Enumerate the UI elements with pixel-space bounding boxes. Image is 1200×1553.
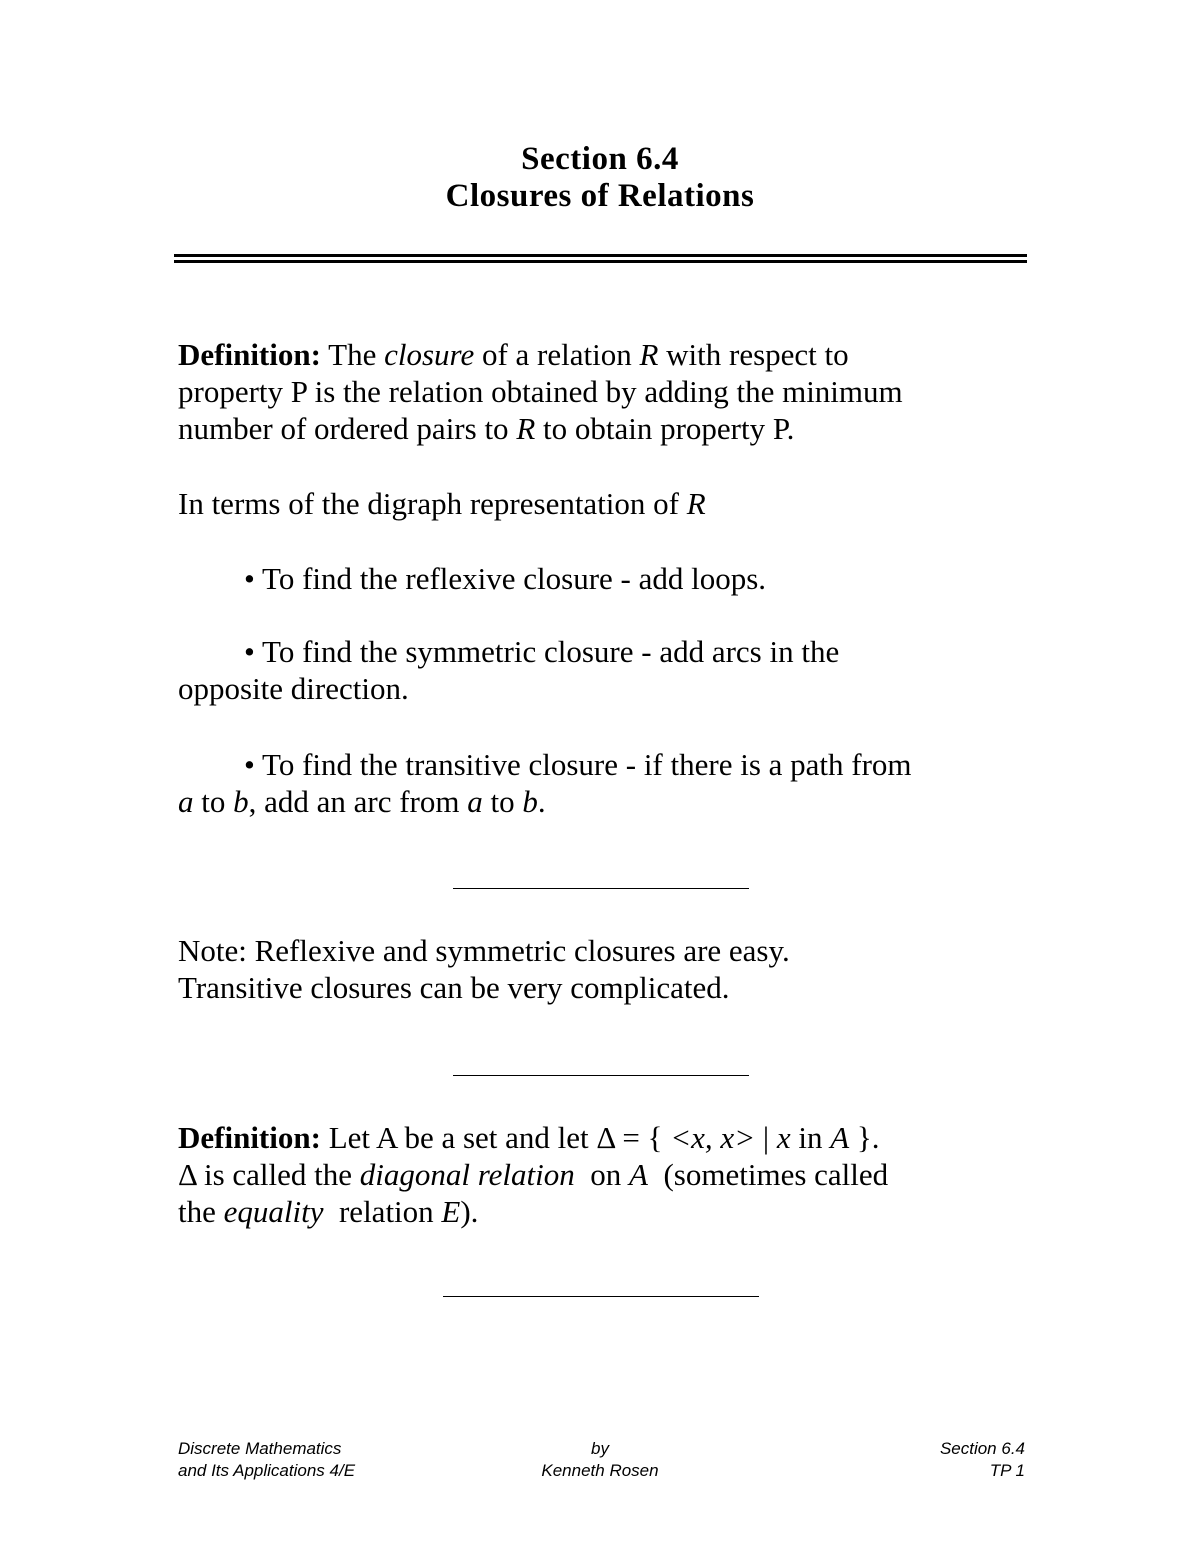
text-run: , add an arc from bbox=[248, 784, 460, 819]
definition-closure-line1 bbox=[178, 336, 1058, 373]
footer-book-title: Discrete Mathematics bbox=[178, 1439, 342, 1458]
bullet-symmetric bbox=[178, 633, 1058, 707]
term-closure: closure bbox=[384, 337, 475, 372]
var-e: E bbox=[441, 1194, 461, 1229]
text-run: }. bbox=[856, 1120, 880, 1155]
note bbox=[178, 932, 1058, 1006]
text-run: on bbox=[590, 1157, 622, 1192]
var-r: R bbox=[639, 337, 659, 372]
var-b: b bbox=[233, 784, 249, 819]
bullet-symmetric-line1: • To find the symmetric closure - add arcs in the bbox=[244, 634, 840, 669]
var-a: A bbox=[830, 1120, 850, 1155]
definition-label: Definition: bbox=[178, 337, 321, 372]
var-r: R bbox=[686, 486, 706, 521]
text-run: In terms of the digraph representation of bbox=[178, 486, 679, 521]
var-b: b bbox=[522, 784, 538, 819]
text-run: in bbox=[798, 1120, 823, 1155]
definition-closure-line2: property P is the relation obtained by adding the minimum bbox=[178, 374, 903, 409]
footer-book bbox=[178, 1438, 355, 1482]
term-equality: equality bbox=[223, 1194, 324, 1229]
text-run: with respect to bbox=[666, 337, 849, 372]
definition-diagonal-line1 bbox=[178, 1119, 1058, 1156]
text-run: ). bbox=[460, 1194, 479, 1229]
var-a: a bbox=[178, 784, 194, 819]
bullet-transitive-line2 bbox=[178, 783, 1058, 820]
definition-diagonal-line3 bbox=[178, 1193, 1058, 1230]
separator-line bbox=[453, 888, 749, 889]
separator-line bbox=[443, 1296, 759, 1297]
definition-label: Definition: bbox=[178, 1120, 321, 1155]
text-run: Let A be a set and let Δ = { bbox=[328, 1120, 663, 1155]
page-subtitle: Closures of Relations bbox=[445, 178, 755, 214]
note-line2: Transitive closures can be very complicated. bbox=[178, 970, 730, 1005]
title-double-rule bbox=[174, 254, 1027, 263]
text-run: The bbox=[328, 337, 377, 372]
var-r: R bbox=[516, 411, 536, 446]
footer-page-id: TP 1 bbox=[989, 1461, 1025, 1480]
definition-diagonal bbox=[178, 1119, 1058, 1230]
text-run: number of ordered pairs to bbox=[178, 411, 509, 446]
definition-closure bbox=[178, 336, 1058, 447]
bullet-symmetric-line2: opposite direction. bbox=[178, 671, 409, 706]
definition-closure-line3 bbox=[178, 410, 1058, 447]
text-run: relation bbox=[338, 1194, 434, 1229]
footer-by: by bbox=[591, 1439, 609, 1458]
var-a: a bbox=[467, 784, 483, 819]
footer-author-name: Kenneth Rosen bbox=[541, 1461, 659, 1480]
var-x: x bbox=[776, 1120, 791, 1155]
definition-diagonal-line2 bbox=[178, 1156, 1058, 1193]
bullet-transitive-line1: • To find the transitive closure - if there is a path from bbox=[244, 747, 912, 782]
bullet-transitive bbox=[178, 746, 1058, 820]
ordered-pair: <x, x> bbox=[670, 1120, 756, 1155]
text-run: the bbox=[178, 1194, 216, 1229]
note-line1: Note: Reflexive and symmetric closures are easy. bbox=[178, 933, 790, 968]
footer-section-number: Section 6.4 bbox=[939, 1439, 1025, 1458]
term-diagonal-relation: diagonal relation bbox=[359, 1157, 575, 1192]
text-run: to bbox=[201, 784, 226, 819]
var-a: A bbox=[629, 1157, 648, 1192]
text-run: to bbox=[490, 784, 515, 819]
footer-author bbox=[500, 1438, 700, 1482]
bullet-reflexive: • To find the reflexive closure - add loops. bbox=[244, 561, 767, 596]
text-run: (sometimes called bbox=[663, 1157, 889, 1192]
footer-section bbox=[940, 1438, 1025, 1482]
digraph-intro bbox=[178, 485, 1058, 522]
page-title: Section 6.4 bbox=[521, 141, 679, 177]
text-run: | bbox=[762, 1120, 770, 1155]
text-run: . bbox=[537, 784, 546, 819]
separator-line bbox=[453, 1075, 749, 1076]
text-run: to obtain property P. bbox=[543, 411, 795, 446]
footer-book-edition: and Its Applications 4/E bbox=[178, 1461, 356, 1480]
text-run: Δ is called the bbox=[178, 1157, 353, 1192]
text-run: of a relation bbox=[481, 337, 632, 372]
